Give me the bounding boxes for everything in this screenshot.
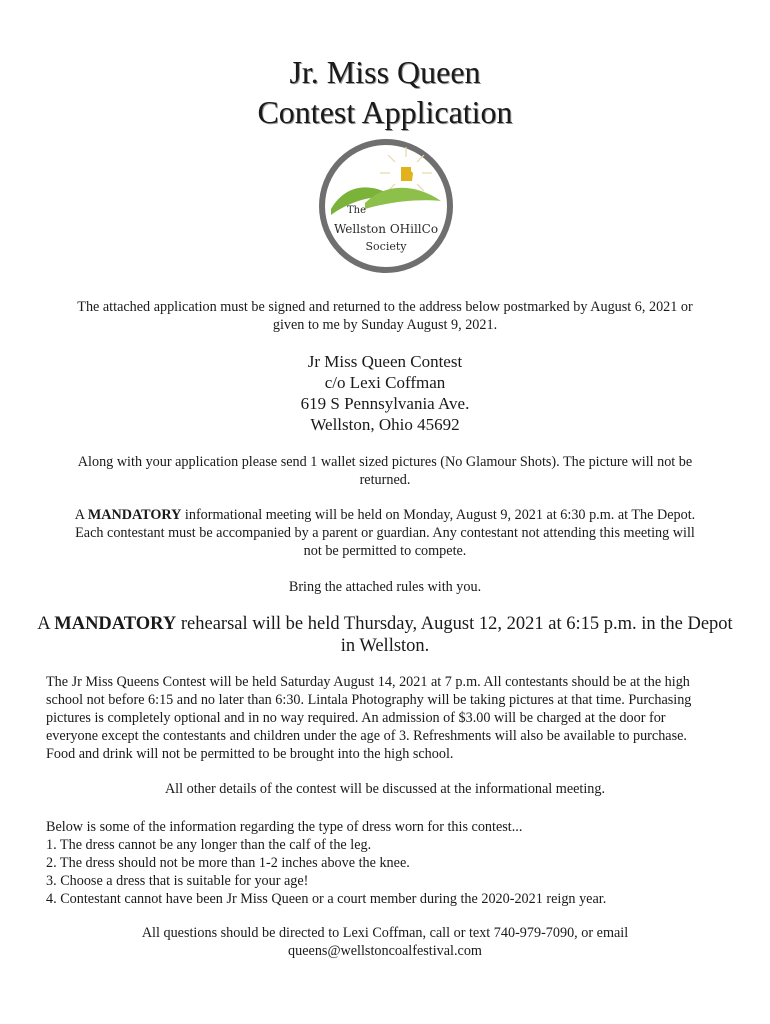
contact-paragraph xyxy=(30,924,740,960)
contest-line-1: The Jr Miss Queens Contest will be held Saturday August 14, 2021 at 7 p.m. All contestants should be at the high xyxy=(46,674,690,690)
contest-line-5: Food and drink will not be permitted to be brought into the high school. xyxy=(46,746,454,762)
pictures-line-1: Along with your application please send 1 wallet sized pictures (No Glamour Shots). The picture will not be xyxy=(77,454,693,470)
dress-item-3: 3. Choose a dress that is suitable for your age! xyxy=(46,873,309,889)
contest-paragraph xyxy=(46,673,726,763)
address-line-2: c/o Lexi Coffman xyxy=(324,373,446,392)
society-logo xyxy=(317,137,455,275)
mailing-address xyxy=(0,351,770,435)
meeting-line-1-rest: informational meeting will be held on Monday, August 9, 2021 at 6:30 p.m. at The Depot. xyxy=(181,507,696,523)
rehearsal-paragraph xyxy=(30,613,740,657)
dress-item-4: 4. Contestant cannot have been Jr Miss Queen or a court member during the 2020-2021 reign year. xyxy=(46,891,607,907)
rehearsal-line-1 xyxy=(30,613,740,635)
title-line-2: Contest Application xyxy=(257,94,513,130)
rehearsal-line-1-rest: rehearsal will be held Thursday, August 12, 2021 at 6:15 p.m. in the Depot xyxy=(176,614,733,634)
contest-line-4: everyone except the contestants and children under the age of 3. Refreshments will also be available to purchase. xyxy=(46,728,687,744)
meeting-line-2: Each contestant must be accompanied by a parent or guardian. Any contestant not attending this meeting will xyxy=(75,525,695,541)
meeting-mandatory: MANDATORY xyxy=(87,507,182,523)
title-line-1: Jr. Miss Queen xyxy=(289,54,481,90)
pictures-paragraph xyxy=(30,453,740,489)
pictures-line-2: returned. xyxy=(359,472,411,488)
intro-paragraph xyxy=(30,298,740,334)
meeting-paragraph xyxy=(30,506,740,560)
rehearsal-mandatory: MANDATORY xyxy=(54,614,177,634)
rehearsal-prefix: A xyxy=(37,614,55,634)
intro-line-1: The attached application must be signed and returned to the address below postmarked by August 6, 2021 or xyxy=(77,299,693,315)
rehearsal-line-2: in Wellston. xyxy=(340,636,430,656)
contact-email: queens@wellstoncoalfestival.com xyxy=(288,943,482,959)
intro-line-2: given to me by Sunday August 9, 2021. xyxy=(272,317,498,333)
meeting-line-1 xyxy=(30,506,740,524)
address-line-4: Wellston, Ohio 45692 xyxy=(310,415,460,434)
dress-item-2: 2. The dress should not be more than 1-2 inches above the knee. xyxy=(46,855,410,871)
address-line-3: 619 S Pennsylvania Ave. xyxy=(300,394,470,413)
dress-guidelines xyxy=(46,818,736,908)
dress-intro: Below is some of the information regarding the type of dress worn for this contest... xyxy=(46,819,523,835)
rules-note: Bring the attached rules with you. xyxy=(288,579,482,595)
contest-line-2: school not before 6:15 and no later than 6:30. Lintala Photography will be taking pictures at that time. Purchasing xyxy=(46,692,692,708)
contact-line-1: All questions should be directed to Lexi Coffman, call or text 740-979-7090, or email xyxy=(141,925,629,941)
logo-text-name: Wellston OHillCo xyxy=(333,222,439,236)
logo-text-the: The xyxy=(347,205,367,216)
details-note: All other details of the contest will be discussed at the informational meeting. xyxy=(164,781,606,797)
dress-item-1: 1. The dress cannot be any longer than the calf of the leg. xyxy=(46,837,372,853)
page-title xyxy=(0,52,770,132)
logo-text-society: Society xyxy=(365,240,407,253)
contest-line-3: pictures is completely optional and in no way required. An admission of $3.00 will be charged at the door for xyxy=(46,710,666,726)
meeting-line-3: not be permitted to compete. xyxy=(303,543,467,559)
meeting-prefix: A xyxy=(74,507,88,523)
address-line-1: Jr Miss Queen Contest xyxy=(307,352,463,371)
